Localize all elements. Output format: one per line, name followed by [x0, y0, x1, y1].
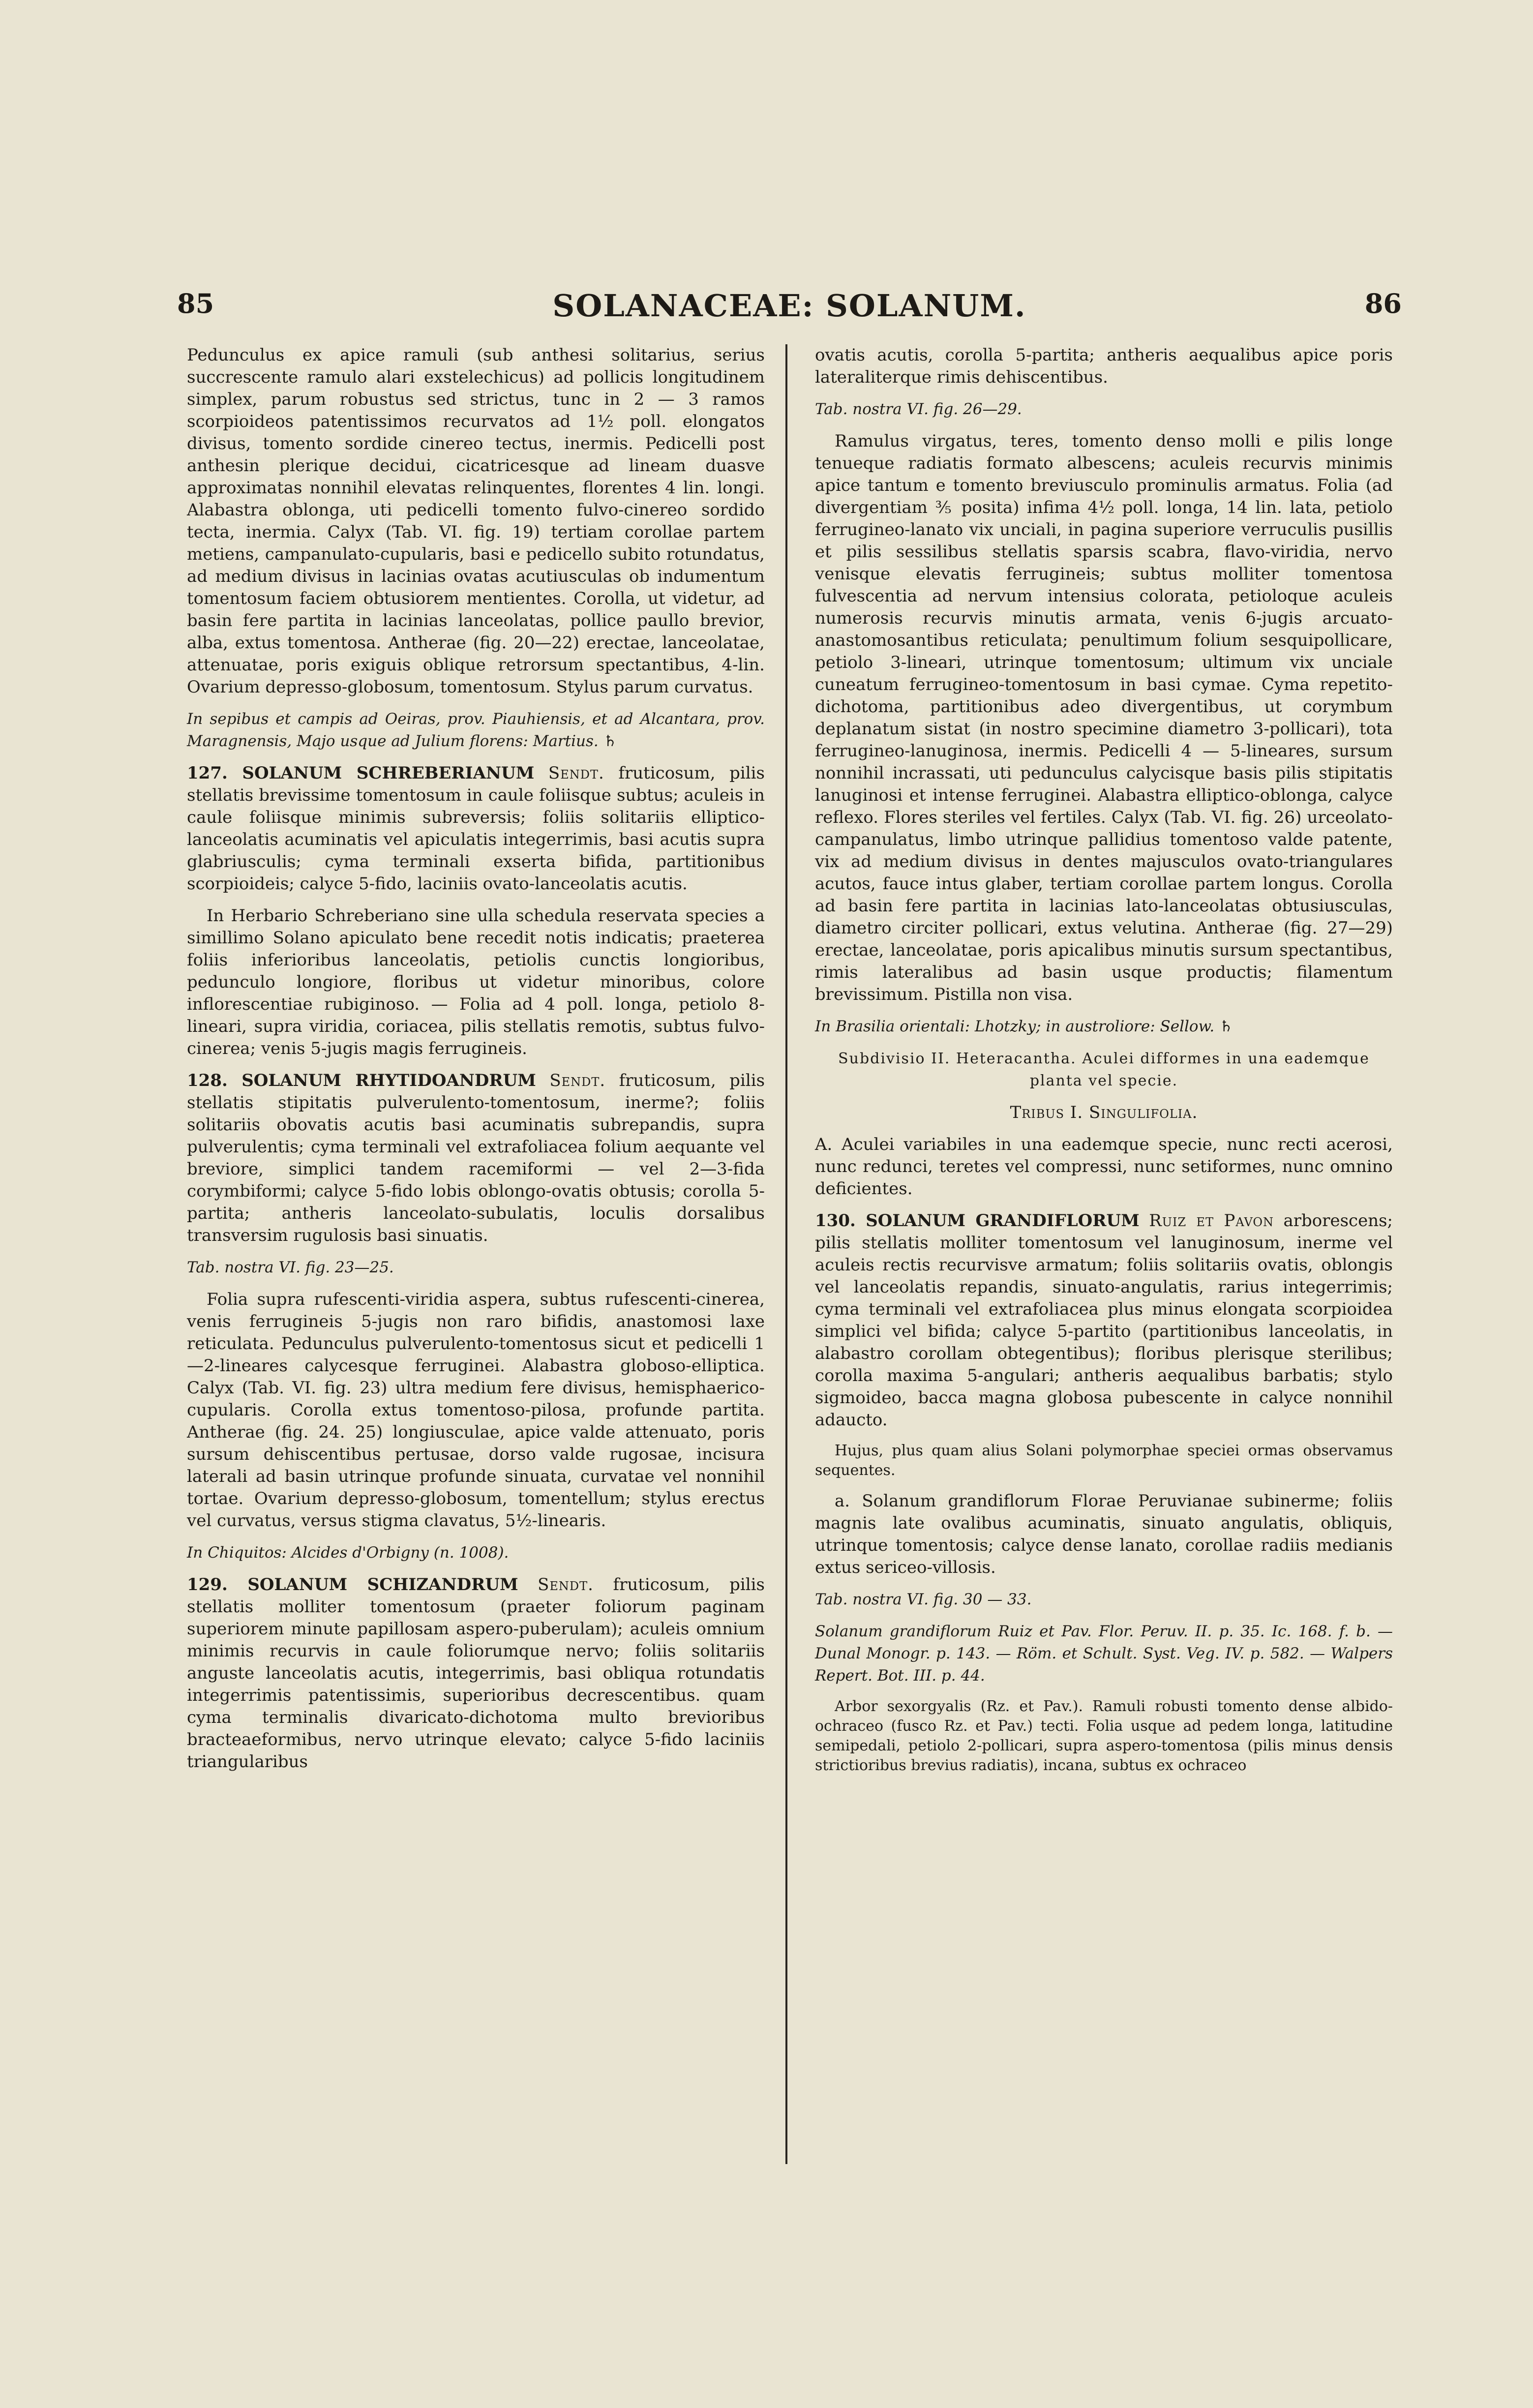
- species-128-plate-ref: Tab. nostra VI. fig. 23—25.: [187, 1259, 394, 1276]
- arbor-description: Arbor sexorgyalis (Rz. et Pav.). Ramuli robusti tomento dense albido-ochraceo (fusco Rz. et Pav.) tecti. Folia usque ad pedem longa, latitudine semipedali, petiolo 2-pollicari, supra aspero-tomentosa (pilis minus densis strictioribus brevius radiatis), incana, subtus ex ochraceo: [815, 1698, 1393, 1774]
- species-128-diagnosis: fruticosum, pilis stellatis stipitatis pulverulento-tomentosum, inerme?; foliis solitariis obovatis acutis basi acuminatis subrepandis, supra pulverulentis; cyma terminali vel extrafoliacea folium aequante vel breviore, simplici tandem racemiformi — vel 2—3-fida corymbiformi; calyce 5-fido lobis oblongo-ovatis obtusis; corolla 5-partita; antheris lanceolato-subulatis, loculis dorsalibus transversim rugulosis basi sinuatis.: [187, 1071, 765, 1245]
- forms-note: Hujus, plus quam alius Solani polymorphae speciei ormas observamus sequentes.: [815, 1442, 1393, 1479]
- species-127-diagnosis: fruticosum, pilis stellatis brevissime tomentosum in caule foliisque subtus; aculeis in caule foliisque minimis subreversis; foliis solitariis elliptico-lanceolatis acuminatis vel apiculatis integerrimis, basi acutis supra glabriusculis; cyma terminali exserta bifida, partitionibus scorpioideis; calyce 5-fido, laciniis ovato-lanceolatis acutis.: [187, 763, 765, 894]
- species-128-name: 128. SOLANUM RHYTIDOANDRUM: [187, 1071, 536, 1090]
- species-129-name: 129. SOLANUM SCHIZANDRUM: [187, 1575, 518, 1595]
- species-128-locality: In Chiquitos: Alcides d'Orbigny (n. 1008).: [187, 1544, 509, 1562]
- page-number-right: 86: [1364, 288, 1402, 319]
- left-column: [187, 344, 765, 1783]
- species-130-name: 130. SOLANUM GRANDIFLORUM: [815, 1211, 1140, 1231]
- species-130-author: Ruiz et Pavon: [1149, 1211, 1274, 1231]
- species-129-diagnosis: fruticosum, pilis stellatis molliter tomentosum (praeter foliorum paginam superiorem minute papillosam aspero-puberulam); aculeis omnium minimis recurvis in caule foliorumque nervo; foliis solitariis anguste lanceolatis acutis, integerrimis, basi obliqua rotundatis integerrimis patentissimis, superioribus decrescentibus. quam cyma terminalis divaricato-dichotoma multo brevioribus bracteaeformibus, nervo utrinque elevato; calyce 5-fido laciniis triangularibus: [187, 1575, 765, 1772]
- variety-a: a. Solanum grandiflorum Florae Peruvianae subinerme; foliis magnis late ovalibus acuminatis, sinuato angulatis, obliquis, utrinque tomentosis; calyce dense lanato, corollae radiis medianis extus sericeo-villosis.: [815, 1491, 1393, 1577]
- species-127-name: 127. SOLANUM SCHREBERIANUM: [187, 763, 535, 783]
- species-129: [187, 1574, 765, 1773]
- species-129-author: Sendt.: [538, 1575, 594, 1595]
- column-divider: [785, 344, 787, 2164]
- running-title: SOLANACEAE: SOLANUM.: [552, 288, 1026, 324]
- variety-a-references: Solanum grandiflorum Ruiz et Pav. Flor. Peruv. II. p. 35. Ic. 168. f. b. — Dunal Monogr. p. 143. — Röm. et Schult. Syst. Veg. IV. p. 582. — Walpers Repert. Bot. III. p. 44.: [815, 1623, 1393, 1685]
- species-127-description: In Herbario Schreberiano sine ulla schedula reservata species a simillimo Solano apiculato bene recedit notis indicatis; praeterea foliis inferioribus lanceolatis, petiolis cunctis longioribus, pedunculo longiore, floribus ut videtur minoribus, colore inflorescentiae rubiginoso. — Folia ad 4 poll. longa, petiolo 8-lineari, supra viridia, coriacea, pilis stellatis remotis, subtus fulvo-cinerea; venis 5-jugis magis ferrugineis.: [187, 906, 765, 1058]
- species-129-locality: In Brasilia orientali: Lhotzky; in austroliore: Sellow. ♄: [815, 1018, 1233, 1035]
- species-129-description: Ramulus virgatus, teres, tomento denso molli e pilis longe tenueque radiatis formato albescens; aculeis recurvis minimis apice tantum e tomento breviusculo prominulis armatus. Folia (ad divergentiam ⅗ posita) infima 4½ poll. longa, 14 lin. lata, petiolo ferrugineo-lanato vix unciali, in pagina superiore verruculis pusillis et pilis sessilibus stellatis sparsis scabra, flavo-viridia, nervo venisque elevatis ferrugineis; subtus molliter tomentosa fulvescentia ad nervum intensius colorata, petioloque aculeis numerosis recurvis minutis armata, venis 6-jugis arcuato-anastomosantibus reticulata; penultimum folium sesquipollicare, petiolo 3-lineari, utrinque tomentosum; ultimum vix unciale cuneatum ferrugineo-tomentosum in basi cymae. Cyma repetito-dichotoma, partitionibus adeo divergentibus, ut corymbum deplanatum sistat (in nostro specimine diametro 3-pollicari), tota ferrugineo-lanuginosa, inermis. Pedicelli 4 — 5-lineares, sursum nonnihil incrassati, uti pedunculus calycisque basis pilis stipitatis lanuginosi et intense ferruginei. Alabastra elliptico-oblonga, calyce reflexo. Flores steriles vel fertiles. Calyx (Tab. VI. fig. 26) urceolato-campanulatus, limbo utrinque pallidius tomentoso valde patente, vix ad medium divisus in dentes majusculos ovato-triangulares acutos, fauce intus glaber, tertiam corollae partem longus. Corolla ad basin fere partita in lacinias lato-lanceolatas obtusiusculas, diametro circiter pollicari, extus velutina. Antherae (fig. 27—29) erectae, lanceolatae, poris apicalibus minutis sursum spectantibus, rimis lateralibus ad basin usque productis; filamentum brevissimum. Pistilla non visa.: [815, 431, 1393, 1004]
- variety-a-plate-ref: Tab. nostra VI. fig. 30 — 33.: [815, 1591, 1032, 1608]
- species-128: [187, 1070, 765, 1247]
- species-130-diagnosis: arborescens; pilis stellatis molliter tomentosum vel lanuginosum, inerme vel aculeis rectis recurvisve armatum; foliis solitariis ovatis, oblongis vel lanceolatis repandis, sinuato-angulatis, rarius integerrimis; cyma terminali vel extrafoliacea plus minus elongata scorpioidea simplici vel bifida; calyce 5-partito (partitionibus lanceolatis, in alabastro corollam obtegentibus); floribus plerisque sterilibus; corolla maxima 5-angulari; antheris aequalibus barbatis; stylo sigmoideo, bacca magna globosa pubescente in calyce nonnihil adaucto.: [815, 1211, 1393, 1430]
- page-number-left: 85: [177, 288, 214, 319]
- species-127: [187, 762, 765, 895]
- page-header: [177, 288, 1402, 332]
- locality-note: In sepibus et campis ad Oeiras, prov. Piauhiensis, et ad Alcantara, prov. Maragnensis, Majo usque ad Julium florens: Martius. ♄: [187, 710, 765, 750]
- species-128-author: Sendt.: [549, 1071, 606, 1090]
- key-paragraph-a: A. Aculei variabiles in una eademque specie, nunc recti acerosi, nunc redunci, teretes vel compressi, nunc setiformes, nunc omnino deficientes.: [815, 1135, 1393, 1199]
- species-130: [815, 1210, 1393, 1431]
- paragraph-pedunculus: Pedunculus ex apice ramuli (sub anthesi solitarius, serius succrescente ramulo alari exstelechicus) ad pollicis longitudinem simplex, parum robustus sed strictus, tunc in 2 — 3 ramos scorpioideos patentissimos recurvatos ad 1½ poll. elongatos divisus, tomento sordide cinereo tectus, inermis. Pedicelli post anthesin plerique decidui, cicatricesque ad lineam duasve approximatas nonnihil elevatas relinquentes, florentes 4 lin. longi. Alabastra oblonga, uti pedicelli tomento fulvo-cinereo sordido tecta, inermia. Calyx (Tab. VI. fig. 19) tertiam corollae partem metiens, campanulato-cupularis, basi e pedicello subito rotundatus, ad medium divisus in lacinias ovatas acutiusculas ob indumentum tomentosum faciem obtusiorem mentientes. Corolla, ut videtur, ad basin fere partita in lacinias lanceolatas, pollice paullo brevior, alba, extus tomentosa. Antherae (fig. 20—22) erectae, lanceolatae, attenuatae, poris exiguis oblique retrorsum spectantibus, 4-lin. Ovarium depresso-globosum, tomentosum. Stylus parum curvatus.: [187, 345, 765, 697]
- tribus-heading: Tribus I. Singulifolia.: [1010, 1103, 1198, 1122]
- species-127-author: Sendt.: [548, 763, 604, 783]
- subdivision-heading: Subdivisio II. Heteracantha. Aculei difformes in una eademque planta vel specie.: [838, 1050, 1370, 1089]
- species-129-diagnosis-cont: ovatis acutis, corolla 5-partita; antheris aequalibus apice poris lateraliterque rimis dehiscentibus.: [815, 345, 1393, 387]
- species-128-description: Folia supra rufescenti-viridia aspera, subtus rufescenti-cinerea, venis ferrugineis 5-jugis non raro bifidis, anastomosi laxe reticulata. Pedunculus pulverulento-tomentosus sicut et pedicelli 1—2-lineares calycesque ferruginei. Alabastra globoso-elliptica. Calyx (Tab. VI. fig. 23) ultra medium fere divisus, hemisphaerico-cupularis. Corolla extus tomentoso-pilosa, profunde partita. Antherae (fig. 24. 25) longiusculae, apice valde attenuato, poris sursum dehiscentibus pertusae, dorso valde rugosae, incisura laterali ad basin utrinque profunde sinuata, curvatae vel nonnihil tortae. Ovarium depresso-globosum, tomentellum; stylus erectus vel curvatus, versus stigma clavatus, 5½-linearis.: [187, 1290, 765, 1531]
- right-column: [815, 344, 1393, 1785]
- species-129-plate-ref: Tab. nostra VI. fig. 26—29.: [815, 400, 1022, 418]
